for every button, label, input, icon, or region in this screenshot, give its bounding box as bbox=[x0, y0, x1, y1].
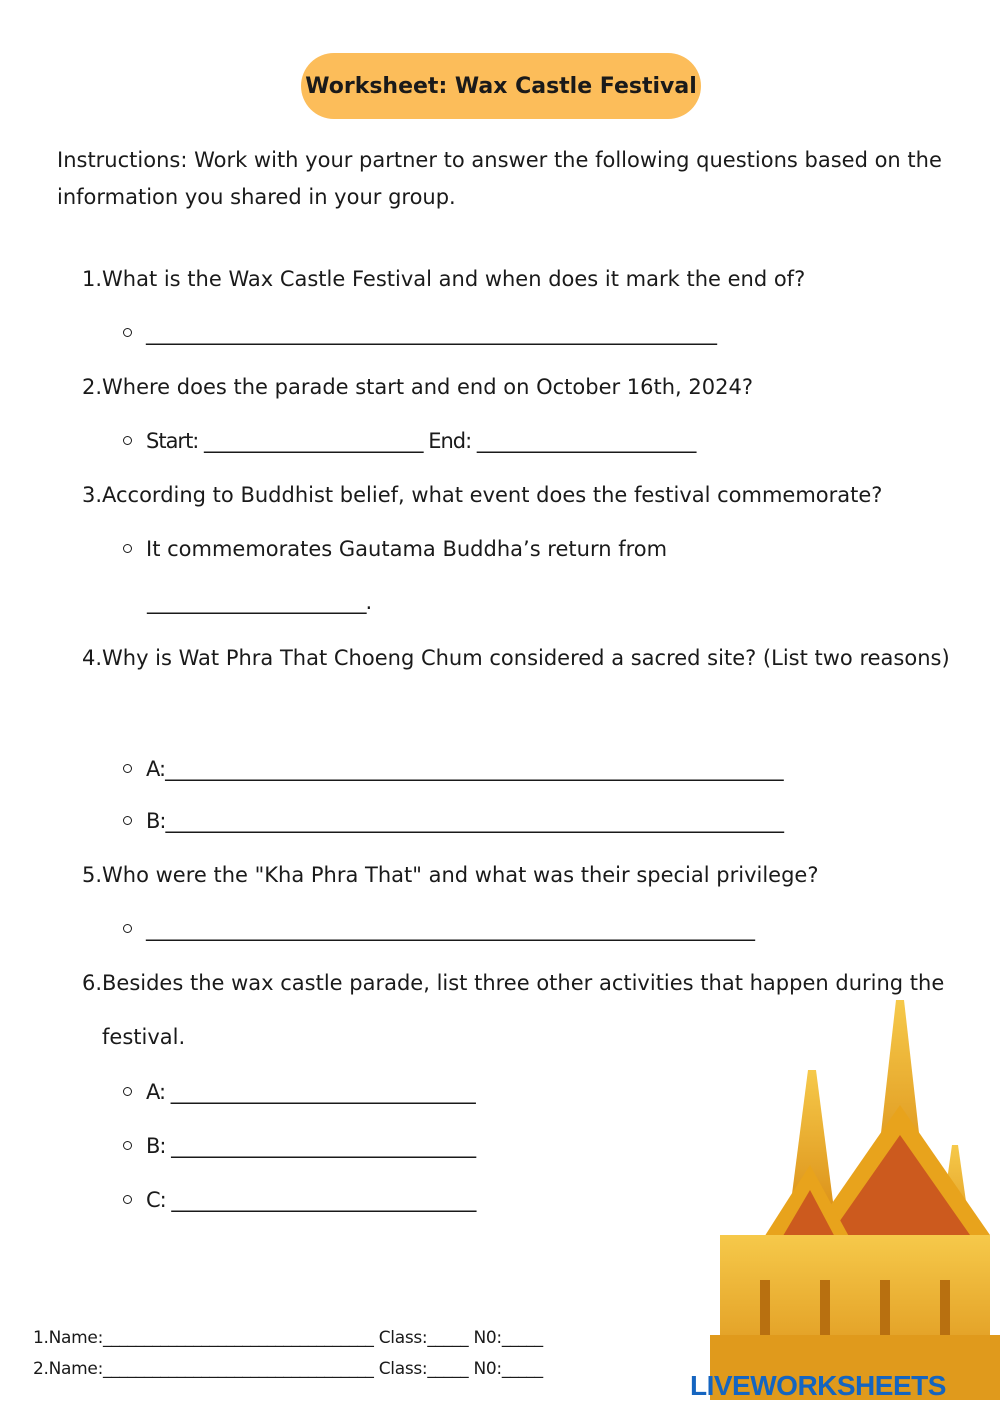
bullet-icon bbox=[123, 764, 132, 773]
student-1-info[interactable]: 1.Name:_________________________________ Class:_____ N0:_____ bbox=[33, 1328, 543, 1348]
temple-pillar bbox=[940, 1280, 950, 1335]
answer-line-5[interactable] bbox=[123, 914, 754, 944]
temple-pillar bbox=[820, 1280, 830, 1335]
bullet-icon bbox=[123, 924, 132, 933]
question-number: 5. bbox=[81, 863, 102, 887]
student-2-info[interactable]: 2.Name:_________________________________ Class:_____ N0:_____ bbox=[33, 1359, 543, 1379]
question-number: 1. bbox=[81, 267, 102, 291]
answer-text: C: ________________________________ bbox=[146, 1188, 476, 1212]
temple-pillar bbox=[760, 1280, 770, 1335]
answer-line-1[interactable] bbox=[123, 318, 716, 348]
bullet-icon bbox=[123, 436, 132, 445]
bullet-icon bbox=[123, 816, 132, 825]
instructions-text: Instructions: Work with your partner to answer the following questions based on the information you shared in your group. bbox=[57, 148, 942, 209]
title-text: Worksheet: Wax Castle Festival bbox=[305, 73, 697, 99]
question-text: According to Buddhist belief, what event does the festival commemorate? bbox=[102, 483, 883, 507]
answer-text: A:_________________________________________________________________ bbox=[146, 757, 783, 781]
answer-text: It commemorates Gautama Buddha’s return from bbox=[146, 537, 668, 561]
question-4 bbox=[76, 631, 976, 685]
answer-text: ____________________________________________________________ bbox=[146, 321, 716, 345]
question-number: 6. bbox=[81, 971, 102, 995]
question-number: 3. bbox=[81, 483, 102, 507]
question-5 bbox=[76, 848, 976, 902]
question-3 bbox=[76, 468, 976, 522]
answer-text: B: ________________________________ bbox=[146, 1134, 476, 1158]
answer-line-3 bbox=[123, 534, 667, 564]
answer-line-4a[interactable] bbox=[123, 754, 783, 784]
question-1 bbox=[76, 252, 976, 306]
answer-line-4b[interactable] bbox=[123, 806, 783, 836]
bullet-icon bbox=[123, 1141, 132, 1150]
question-text: Why is Wat Phra That Choeng Chum considered a sacred site? (List two reasons) bbox=[102, 646, 950, 670]
question-2 bbox=[76, 360, 976, 414]
bullet-icon bbox=[123, 544, 132, 553]
answer-text: B:_________________________________________________________________ bbox=[146, 809, 783, 833]
question-text: Besides the wax castle parade, list three other activities that happen during the festival. bbox=[102, 971, 945, 1049]
bullet-icon bbox=[123, 328, 132, 337]
answer-line-6b[interactable] bbox=[123, 1131, 475, 1161]
worksheet-title bbox=[301, 53, 701, 119]
question-number: 2. bbox=[81, 375, 102, 399]
answer-line-6a[interactable] bbox=[123, 1077, 475, 1107]
answer-line-2[interactable] bbox=[123, 426, 695, 456]
question-text: Who were the "Kha Phra That" and what was their special privilege? bbox=[102, 863, 819, 887]
question-number: 4. bbox=[81, 646, 102, 670]
answer-blank-3[interactable]: _______________________. bbox=[147, 590, 372, 614]
question-text: Where does the parade start and end on October 16th, 2024? bbox=[102, 375, 753, 399]
answer-line-6c[interactable] bbox=[123, 1185, 475, 1215]
temple-illustration bbox=[700, 995, 1000, 1400]
temple-pillar bbox=[880, 1280, 890, 1335]
liveworksheets-watermark: LIVEWORKSHEETS bbox=[690, 1370, 946, 1401]
answer-text: Start: _______________________ End: _______________________ bbox=[146, 429, 696, 453]
answer-text: A: ________________________________ bbox=[146, 1080, 475, 1104]
bullet-icon bbox=[123, 1195, 132, 1204]
bullet-icon bbox=[123, 1087, 132, 1096]
answer-text: ________________________________________________________________ bbox=[146, 917, 754, 941]
question-text: What is the Wax Castle Festival and when does it mark the end of? bbox=[102, 267, 806, 291]
